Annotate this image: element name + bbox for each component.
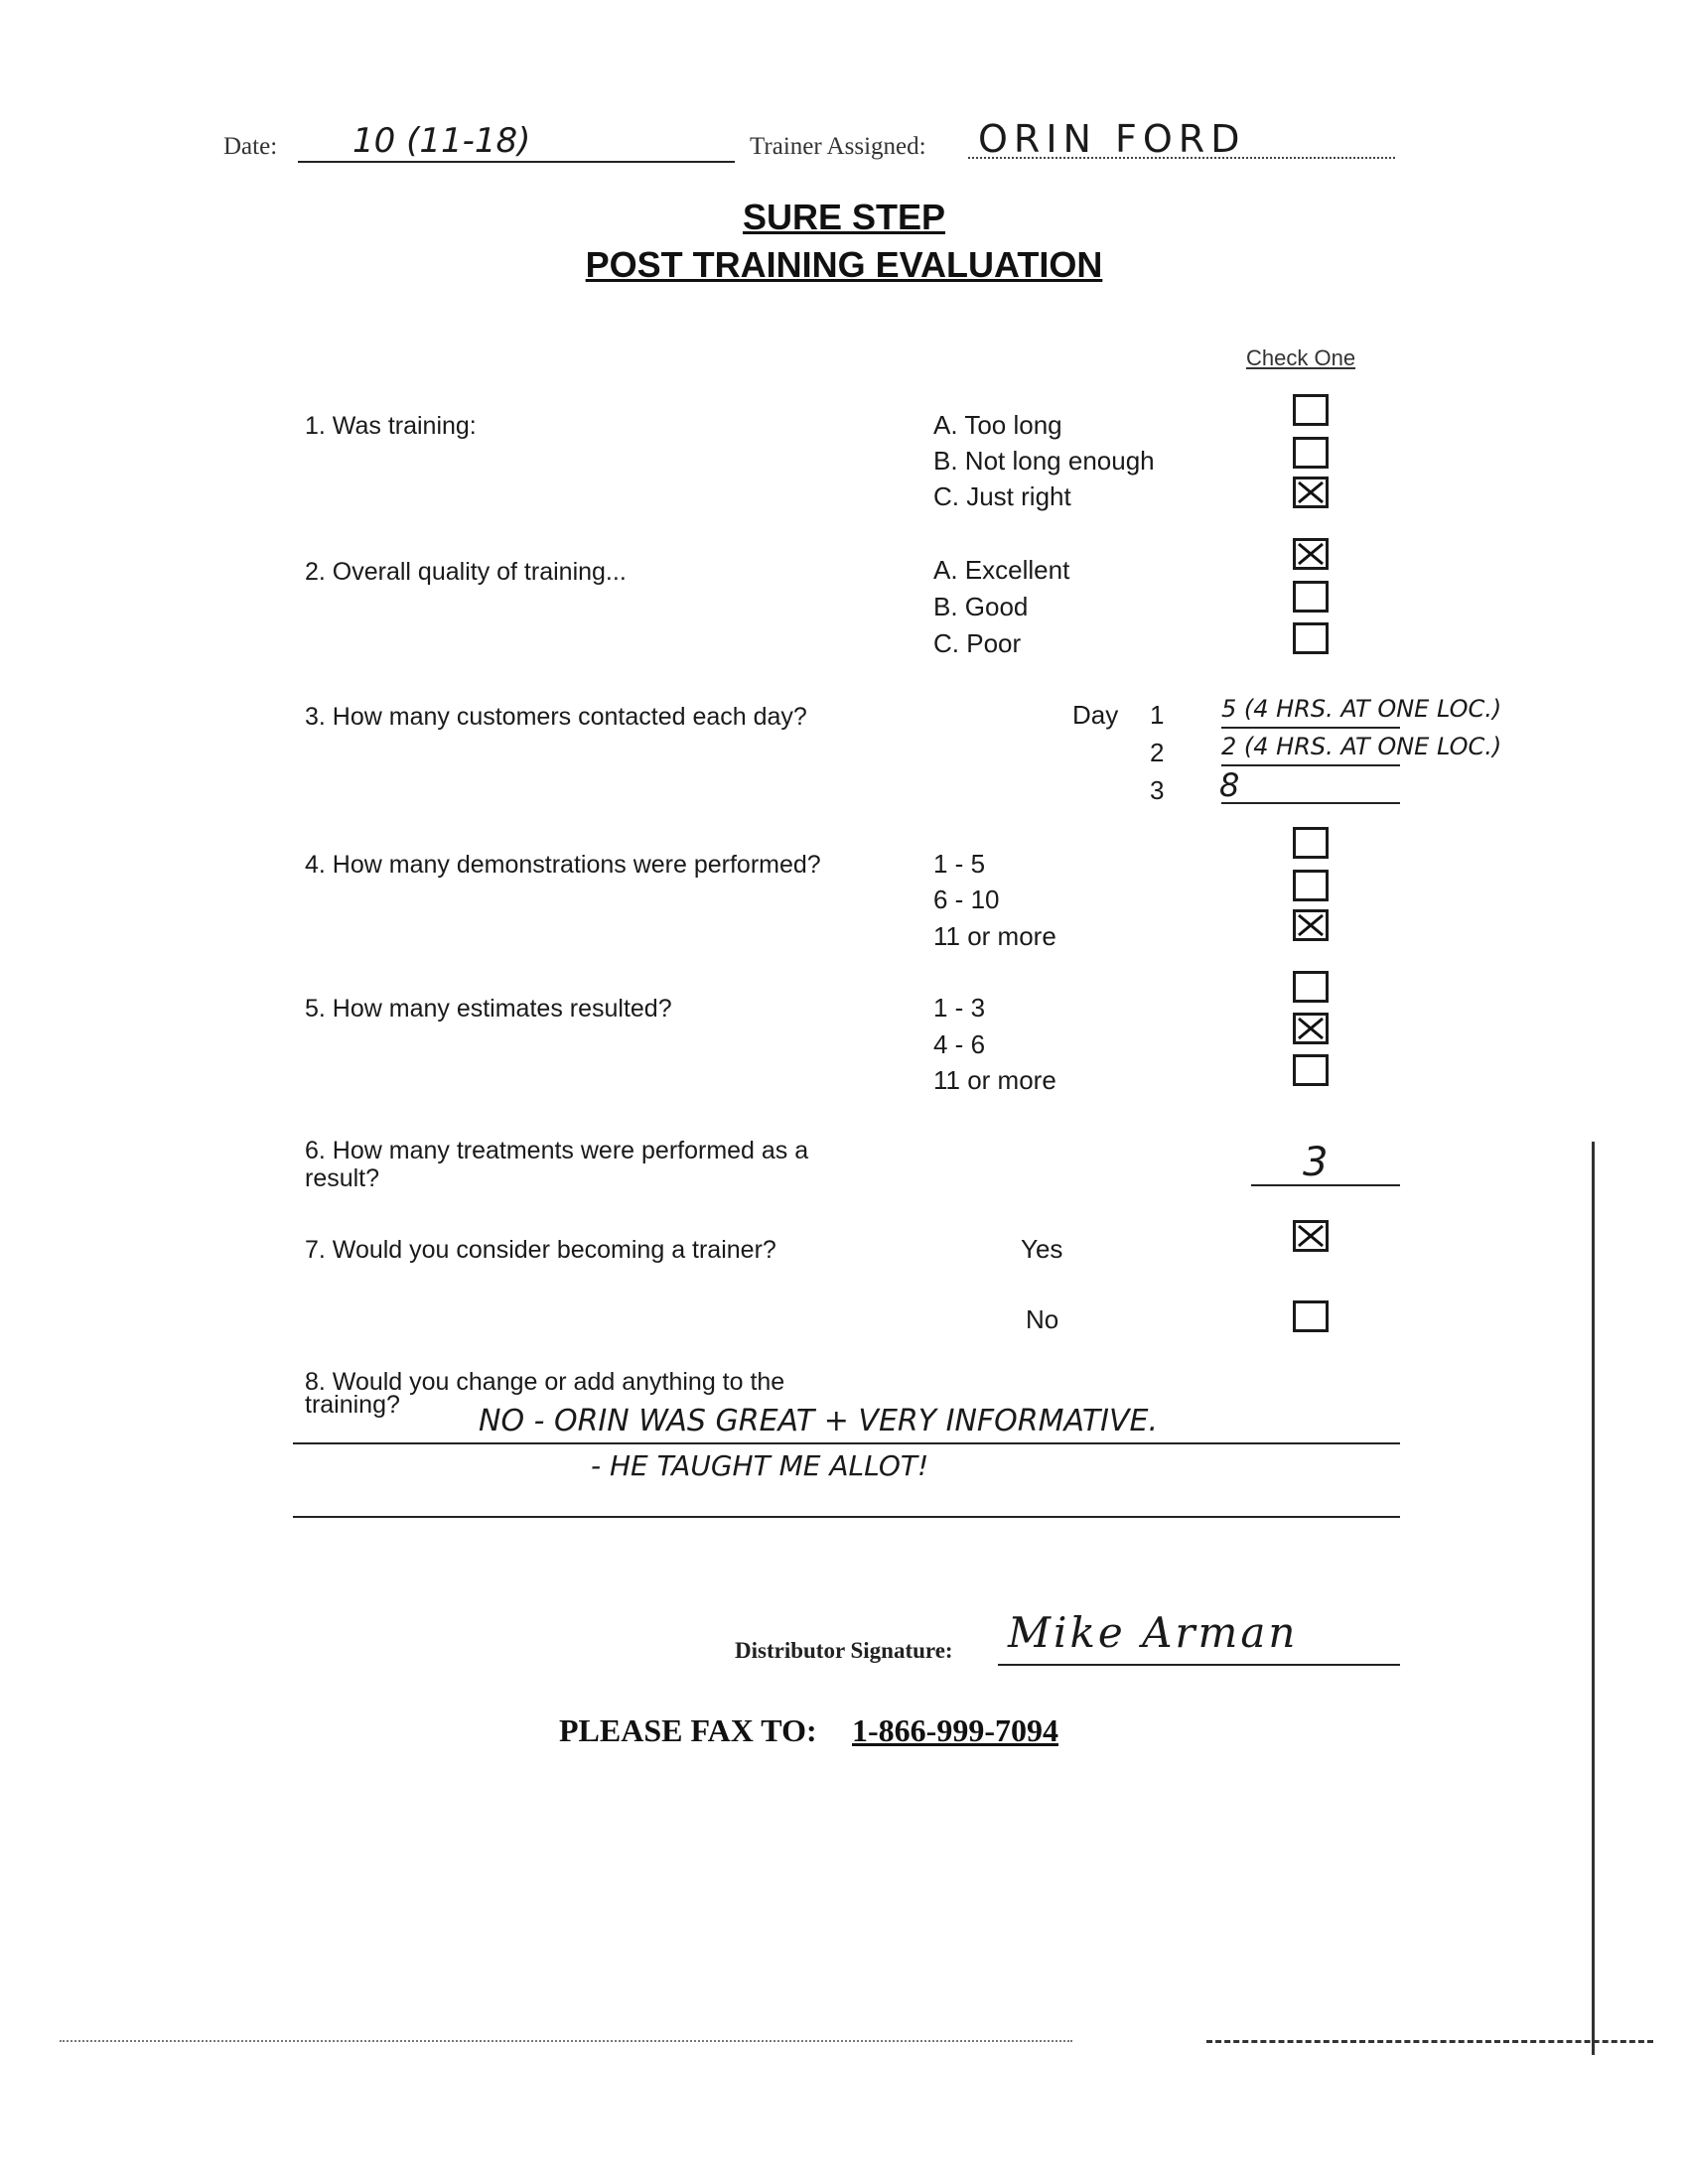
- question-3: 3. How many customers contacted each day?: [305, 703, 807, 731]
- fax-number: 1-866-999-7094: [852, 1712, 1058, 1748]
- q8-answer-line2: - HE TAUGHT ME ALLOT!: [591, 1449, 929, 1482]
- question-8-line2: training?: [305, 1391, 400, 1419]
- q1-option-a: A. Too long: [933, 410, 1062, 440]
- q1-option-b: B. Not long enough: [933, 446, 1155, 476]
- x-mark-icon: [1296, 1016, 1326, 1041]
- fax-label: PLEASE FAX TO:: [559, 1712, 817, 1748]
- q4-option-2: 6 - 10: [933, 885, 1000, 914]
- question-7: 7. Would you consider becoming a trainer?: [305, 1236, 776, 1264]
- date-value: 10 (11-18): [352, 121, 531, 161]
- q3-day-1-number: 1: [1150, 700, 1165, 730]
- trainer-value: ORIN FORD: [978, 117, 1246, 161]
- scan-bottom-dots-left: [60, 2040, 1072, 2042]
- q8-answer-line1: NO - ORIN WAS GREAT + VERY INFORMATIVE.: [479, 1404, 1159, 1438]
- check-one-header: Check One: [1246, 345, 1356, 370]
- x-mark-icon: [1296, 541, 1326, 567]
- q6-answer: 3: [1303, 1140, 1329, 1185]
- q3-day-1-answer: 5 (4 HRS. AT ONE LOC.): [1221, 695, 1502, 723]
- q3-day-3-line: [1221, 764, 1400, 804]
- q7-yes-label: Yes: [1021, 1234, 1063, 1264]
- form-title-line2: POST TRAINING EVALUATION: [585, 244, 1103, 285]
- trainer-label: Trainer Assigned:: [750, 133, 926, 160]
- q5-option-1: 1 - 3: [933, 993, 986, 1023]
- q4-option-3: 11 or more: [933, 921, 1056, 951]
- q1-option-c: C. Just right: [933, 481, 1071, 511]
- signature-label: Distributor Signature:: [735, 1638, 953, 1663]
- date-label: Date:: [223, 133, 278, 160]
- q2-option-c: C. Poor: [933, 628, 1022, 658]
- question-6-line1: 6. How many treatments were performed as a: [305, 1137, 809, 1164]
- q7-no-label: No: [1026, 1304, 1059, 1334]
- question-2: 2. Overall quality of training...: [305, 558, 627, 586]
- q1-checkbox-c[interactable]: [1293, 477, 1329, 508]
- q3-day-3-answer: 8: [1219, 766, 1240, 804]
- q1-checkbox-a[interactable]: [1293, 394, 1329, 426]
- q5-option-2: 4 - 6: [933, 1029, 986, 1059]
- q5-checkbox-2[interactable]: [1293, 1013, 1329, 1044]
- q2-checkbox-a[interactable]: [1293, 538, 1329, 570]
- q4-checkbox-1[interactable]: [1293, 827, 1329, 859]
- question-8-line1: 8. Would you change or add anything to the: [305, 1368, 785, 1396]
- q8-answer-line-2: [293, 1516, 1400, 1518]
- x-mark-icon: [1296, 479, 1326, 505]
- q2-option-a: A. Excellent: [933, 555, 1070, 585]
- question-5: 5. How many estimates resulted?: [305, 995, 672, 1023]
- q5-checkbox-1[interactable]: [1293, 971, 1329, 1003]
- question-6-line2: result?: [305, 1164, 380, 1192]
- q7-checkbox-yes[interactable]: [1293, 1220, 1329, 1252]
- scan-bottom-dots-right: [1206, 2040, 1653, 2043]
- q3-day-label: Day: [1072, 700, 1119, 730]
- q5-option-3: 11 or more: [933, 1065, 1056, 1095]
- scan-edge-line: [1592, 1142, 1595, 2055]
- q5-checkbox-3[interactable]: [1293, 1054, 1329, 1086]
- q2-checkbox-c[interactable]: [1293, 622, 1329, 654]
- q2-option-b: B. Good: [933, 592, 1029, 621]
- q1-checkbox-b[interactable]: [1293, 437, 1329, 469]
- x-mark-icon: [1296, 1223, 1326, 1249]
- q3-day-2-number: 2: [1150, 738, 1165, 767]
- form-title-line1: SURE STEP: [742, 197, 946, 237]
- question-4: 4. How many demonstrations were performed?: [305, 851, 821, 879]
- x-mark-icon: [1296, 912, 1326, 938]
- q4-option-1: 1 - 5: [933, 849, 986, 879]
- q4-checkbox-3[interactable]: [1293, 909, 1329, 941]
- question-1: 1. Was training:: [305, 412, 477, 440]
- distributor-signature: Mike Arman: [1008, 1608, 1299, 1657]
- q7-checkbox-no[interactable]: [1293, 1300, 1329, 1332]
- q2-checkbox-b[interactable]: [1293, 581, 1329, 613]
- q3-day-3-number: 3: [1150, 775, 1165, 805]
- q3-day-2-answer: 2 (4 HRS. AT ONE LOC.): [1221, 733, 1502, 760]
- q4-checkbox-2[interactable]: [1293, 870, 1329, 901]
- q8-answer-line-1: [293, 1442, 1400, 1444]
